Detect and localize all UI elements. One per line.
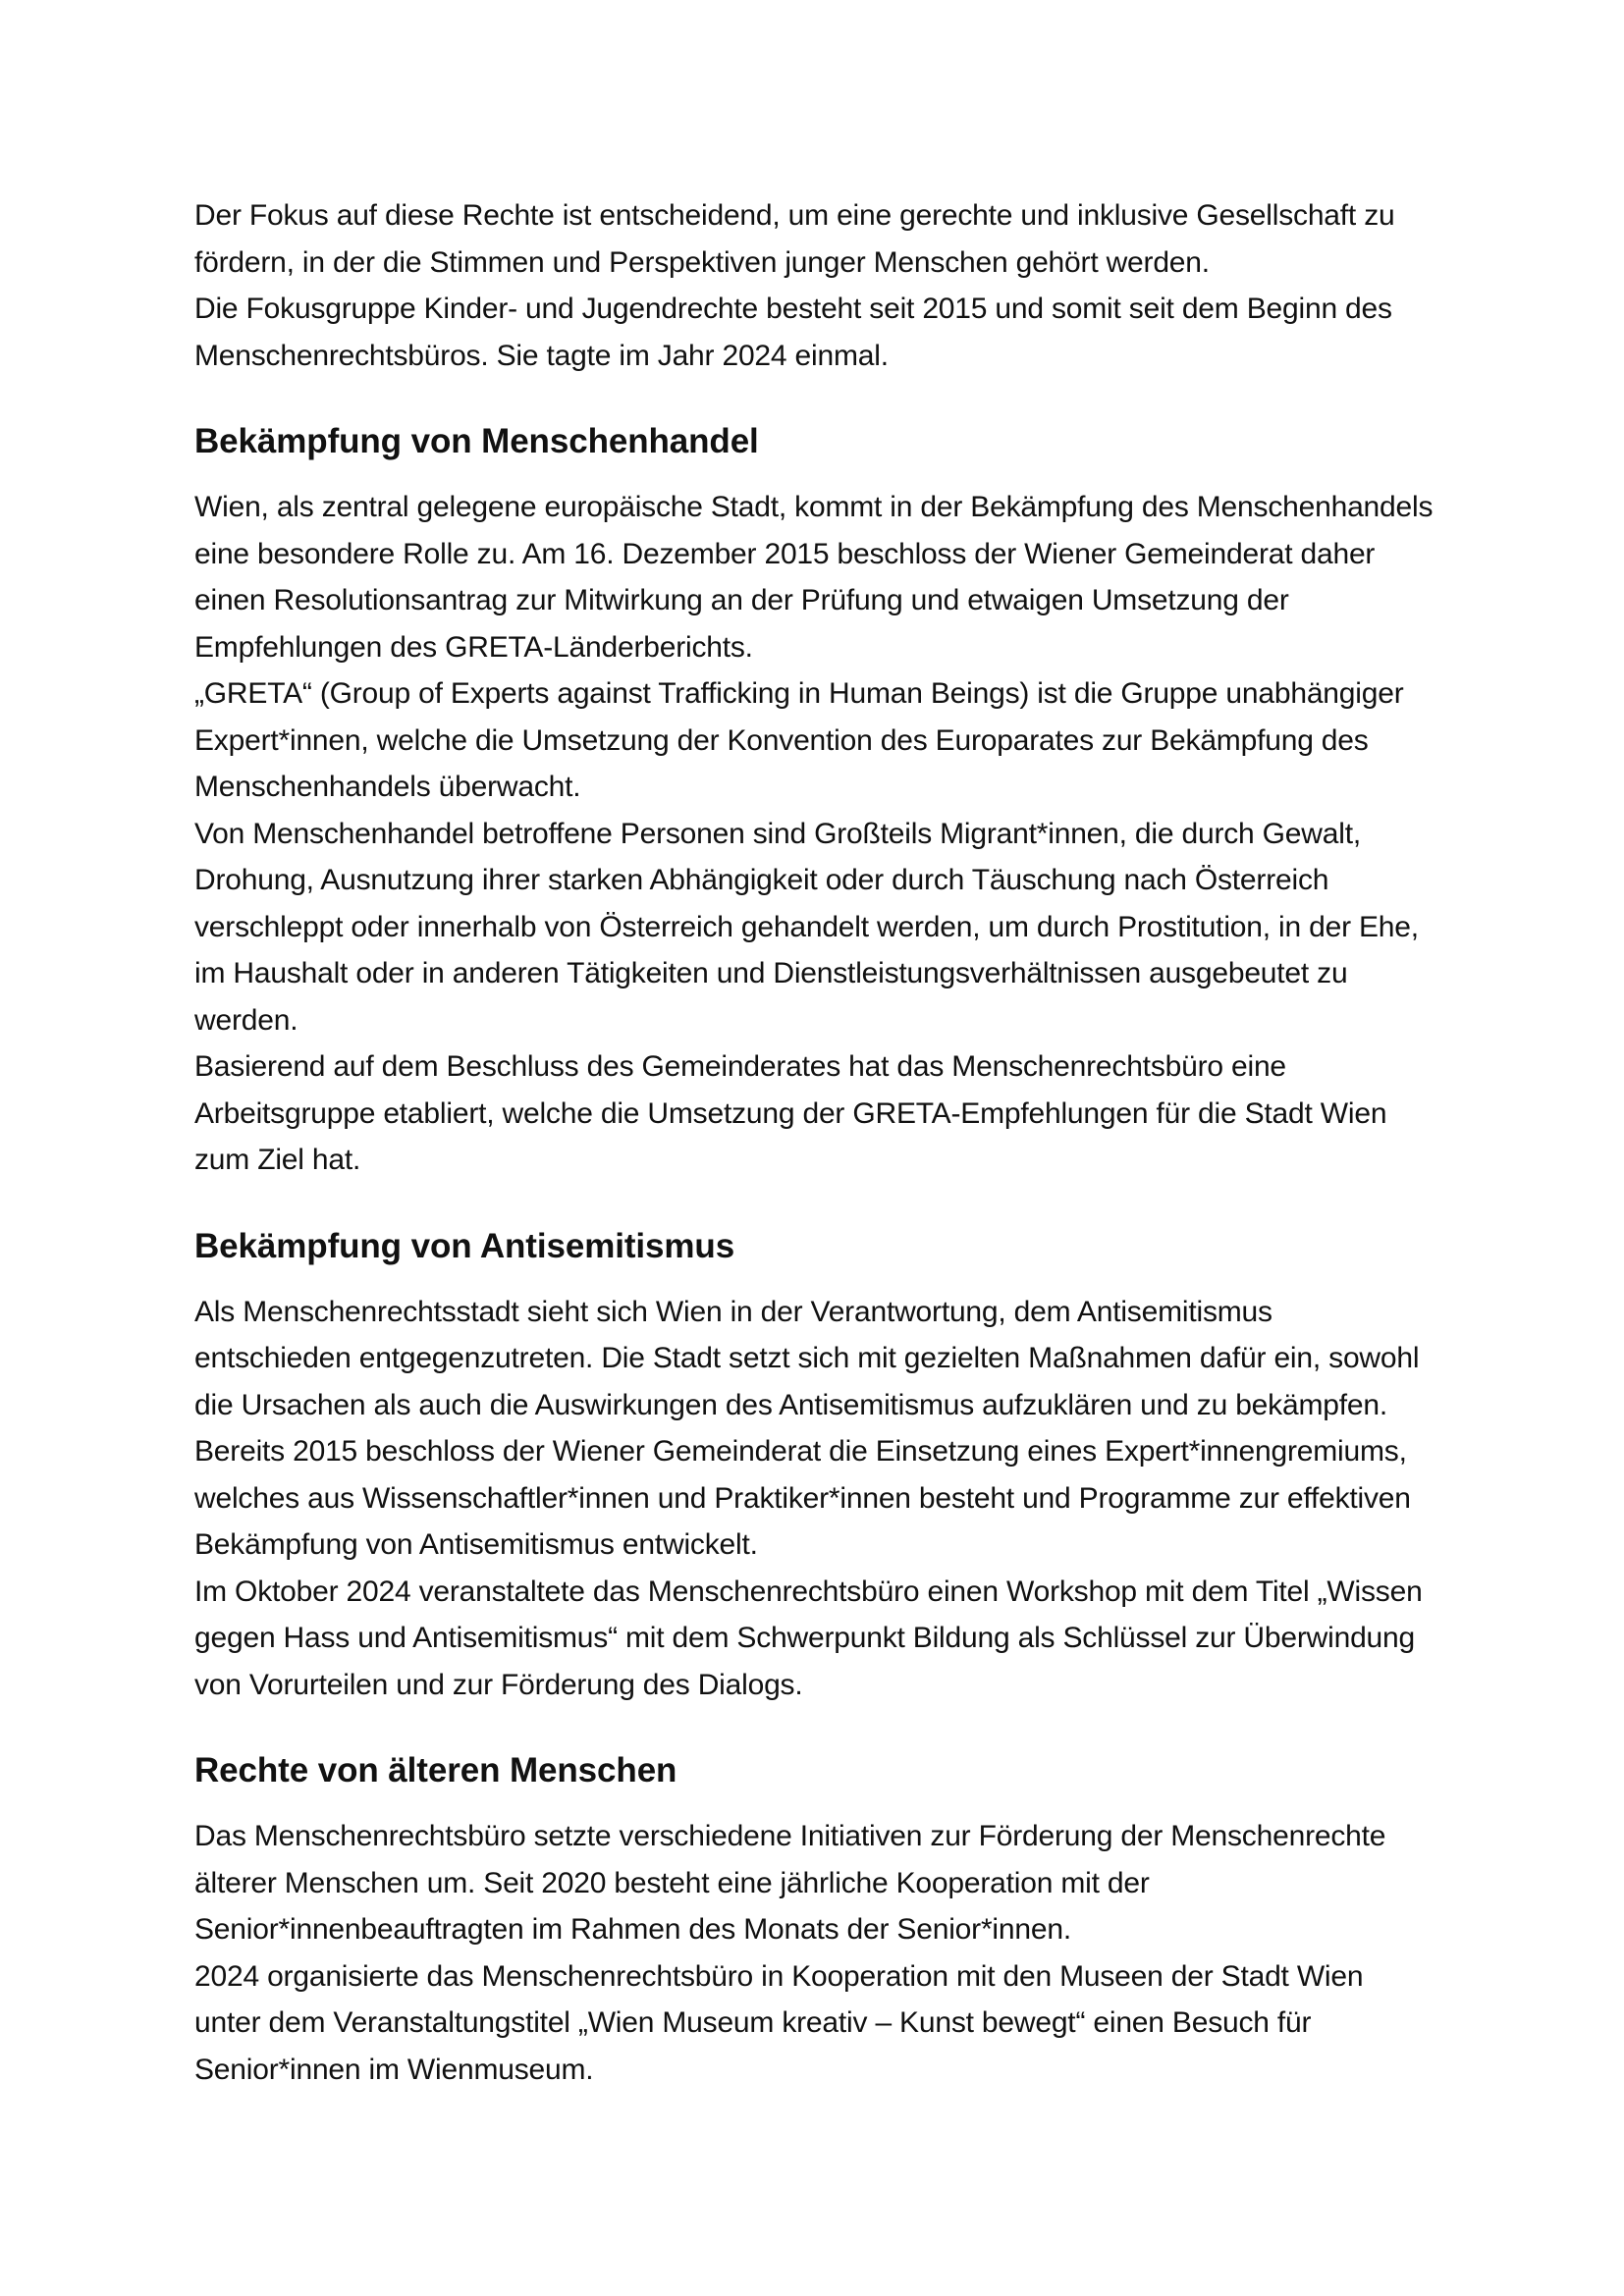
section-paragraph: Von Menschenhandel betroffene Personen sind Großteils Migrant*innen, die durch Gewalt, Drohung, Ausnutzung ihrer starken Abhängigkeit oder durch Täuschung nach Österreich verschleppt oder innerhalb von Österreich gehandelt werden, um durch Prostitution, in der Ehe, im Haushalt oder in anderen Tätigkeiten und Dienstleistungsverhältnissen ausgebeutet zu werden. bbox=[194, 817, 1419, 1037]
section-paragraph: „GRETA“ (Group of Experts against Trafficking in Human Beings) ist die Gruppe unabhängiger Expert*innen, welche die Umsetzung der Konvention des Europarates zur Bekämpfung des Menschenhandels überwacht. bbox=[194, 677, 1404, 803]
intro-paragraph: Die Fokusgruppe Kinder- und Jugendrechte besteht seit 2015 und somit seit dem Beginn des Menschenrechtsbüros. Sie tagte im Jahr 2024 einmal. bbox=[194, 293, 1392, 372]
section-heading-aeltere-menschen: Rechte von älteren Menschen bbox=[194, 1751, 677, 1789]
section-heading-menschenhandel: Bekämpfung von Menschenhandel bbox=[194, 422, 759, 460]
intro-paragraph: Der Fokus auf diese Rechte ist entscheidend, um eine gerechte und inklusive Gesellschaft zu fördern, in der die Stimmen und Perspektiven junger Menschen gehört werden. bbox=[194, 199, 1395, 279]
section-paragraph: Wien, als zentral gelegene europäische Stadt, kommt in der Bekämpfung des Menschenhandels eine besondere Rolle zu. Am 16. Dezember 2015 beschloss der Wiener Gemeinderat daher einen Resolutionsantrag zur Mitwirkung an der Prüfung und etwaigen Umsetzung der Empfehlungen des GRETA-Länderberichts. bbox=[194, 491, 1434, 664]
section-paragraph: 2024 organisierte das Menschenrechtsbüro in Kooperation mit den Museen der Stadt Wien unter dem Veranstaltungstitel „Wien Museum kreativ – Kunst bewegt“ einen Besuch für Senior*innen im Wienmuseum. bbox=[194, 1959, 1364, 2086]
section-paragraph: Das Menschenrechtsbüro setzte verschiedene Initiativen zur Förderung der Menschenrechte älterer Menschen um. Seit 2020 besteht eine jährliche Kooperation mit der Senior*innenbeauftragten im Rahmen des Monats der Senior*innen. bbox=[194, 1820, 1386, 1946]
document-page bbox=[194, 192, 1434, 2093]
section-paragraph: Als Menschenrechtsstadt sieht sich Wien in der Verantwortung, dem Antisemitismus entschieden entgegenzutreten. Die Stadt setzt sich mit gezielten Maßnahmen dafür ein, sowohl die Ursachen als auch die Auswirkungen des Antisemitismus aufzuklären und zu bekämpfen. Bereits 2015 beschloss der Wiener Gemeinderat die Einsetzung eines Expert*innengremiums, welches aus Wissenschaftler*innen und Praktiker*innen besteht und Programme zur effektiven Bekämpfung von Antisemitismus entwickelt. bbox=[194, 1295, 1420, 1561]
section-paragraph: Basierend auf dem Beschluss des Gemeinderates hat das Menschenrechtsbüro eine Arbeitsgruppe etabliert, welche die Umsetzung der GRETA-Empfehlungen für die Stadt Wien zum Ziel hat. bbox=[194, 1050, 1387, 1176]
section-heading-antisemitismus: Bekämpfung von Antisemitismus bbox=[194, 1226, 735, 1265]
section-paragraph: Im Oktober 2024 veranstaltete das Menschenrechtsbüro einen Workshop mit dem Titel „Wissen gegen Hass und Antisemitismus“ mit dem Schwerpunkt Bildung als Schlüssel zur Überwindung von Vorurteilen und zur Förderung des Dialogs. bbox=[194, 1575, 1423, 1701]
